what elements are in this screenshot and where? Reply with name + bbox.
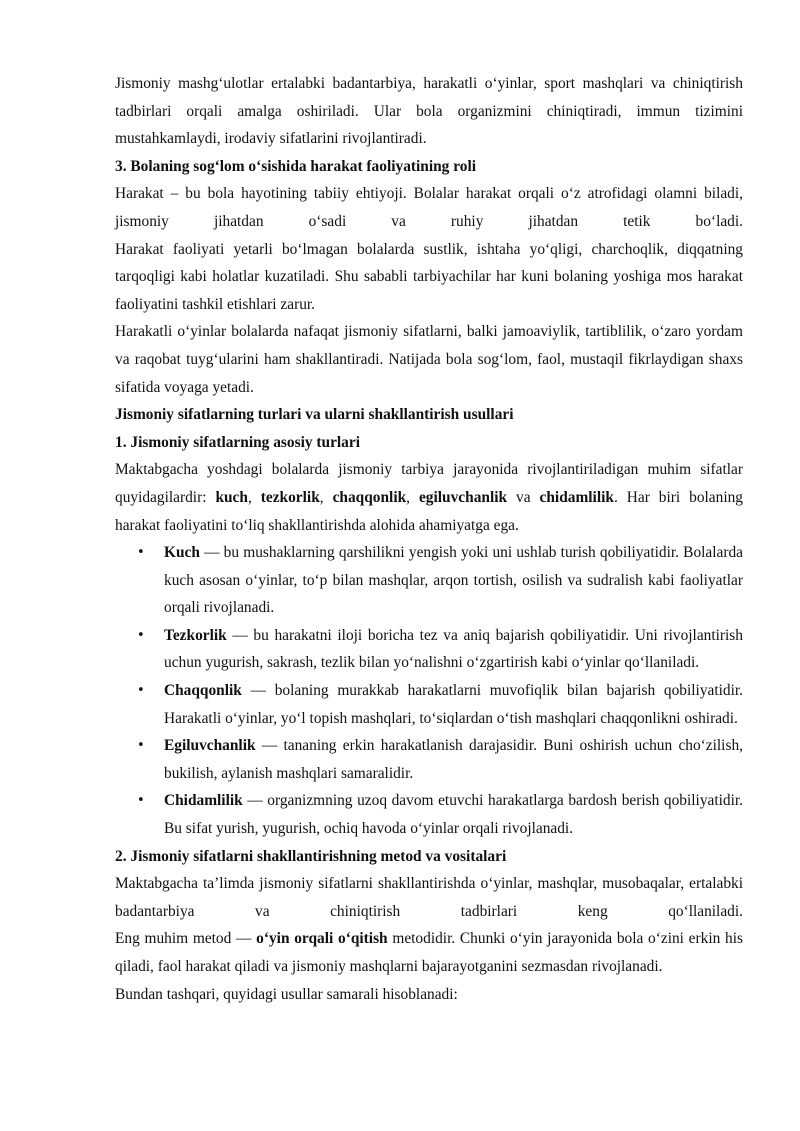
- subheading-1: 1. Jismoniy sifatlarning asosiy turlari: [115, 433, 360, 451]
- paragraph-additional-methods: Bundan tashqari, quyidagi usullar samarali hisoblanadi:: [115, 985, 458, 1003]
- subheading-2: 2. Jismoniy sifatlarni shakllantirishning metod va vositalari: [115, 847, 507, 865]
- list-term: Egiluvchanlik: [164, 737, 256, 755]
- document-page: [115, 70, 743, 1008]
- list-text: — tananing erkin harakatlanish darajasidir. Buni oshirish uchun cho‘zilish, bukilish, aylanish mashqlari samaralidir.: [164, 737, 743, 782]
- paragraph-movement-need: Harakat – bu bola hayotining tabiiy ehtiyoji. Bolalar harakat orqali o‘z atrofidagi olamni biladi, jismoniy jihatdan o‘sadi va ruhiy jihatdan tetik bo‘ladi.: [115, 185, 743, 230]
- list-text: — organizmning uzoq davom etuvchi harakatlarga bardosh berish qobiliyatidir. Bu sifat yurish, yugurish, ochiq havoda o‘yinlar orqali rivojlanadi.: [164, 792, 743, 838]
- paragraph-intro: Jismoniy mashg‘ulotlar ertalabki badantarbiya, harakatli o‘yinlar, sport mashqlari va chiniqtirish tadbirlari orqali amalga oshiriladi. Ular bola organizmini chiniqtiradi, immun tizimini mustahkamlaydi, irodaviy sifatlarini rivojlantiradi.: [115, 75, 743, 148]
- qualities-list: [115, 539, 743, 843]
- list-term: Tezkorlik: [164, 626, 227, 644]
- list-term: Chidamlilik: [164, 792, 243, 810]
- paragraph-active-games: Harakatli o‘yinlar bolalarda nafaqat jismoniy sifatlarni, balki jamoaviylik, tartiblilik, o‘zaro yordam va raqobat tuyg‘ularini ham shakllantiradi. Natijada bola sog‘lom, faol, mustaqil fikrlaydigan shaxs sifatida voyaga yetadi.: [115, 323, 743, 396]
- list-text: — bu mushaklarning qarshilikni yengish yoki uni ushlab turish qobiliyatidir. Bolalarda kuch asosan o‘yinlar, to‘p bilan mashqlar, arqon tortish, osilish va sudralish kabi faoliyatlar orqali rivojlanadi.: [164, 544, 743, 617]
- text-run: metodidir. Chunki o‘yin jarayonida bola o‘zini erkin his qiladi, faol harakat qiladi va jismoniy mashqlarni bajarayotganini sezmasdan rivojlanadi.: [115, 930, 743, 975]
- list-item-chidamlilik: [115, 787, 743, 842]
- text-run: va: [507, 488, 540, 506]
- section-heading-3: 3. Bolaning sog‘lom o‘sishida harakat faoliyatining roli: [115, 157, 477, 175]
- term-tezkorlik: tezkorlik: [260, 488, 320, 506]
- term-chaqqonlik: chaqqonlik: [332, 488, 407, 506]
- text-run: ,: [319, 488, 333, 506]
- paragraph-main-method: [115, 925, 743, 980]
- text-run: . Har biri bolaning harakat faoliyatini to‘liq shakllantirishda alohida ahamiyatga ega.: [115, 488, 743, 534]
- main-heading: Jismoniy sifatlarning turlari va ularni shakllantirish usullari: [115, 406, 514, 424]
- paragraph-qualities: [115, 456, 743, 539]
- list-text: — bu harakatni iloji boricha tez va aniq bajarish qobiliyatidir. Uni rivojlantirish uchun yugurish, sakrash, tezlik bilan yo‘nalishni o‘zgartirish kabi o‘yinlar qo‘llaniladi.: [164, 626, 743, 672]
- paragraph-methods: Maktabgacha ta’limda jismoniy sifatlarni shakllantirishda o‘yinlar, mashqlar, musobaqalar, ertalabki badantarbiya va chiniqtirish tadbirlari keng qo‘llaniladi.: [115, 875, 743, 920]
- term-egiluvchanlik: egiluvchanlik: [418, 488, 508, 506]
- list-item-kuch: [115, 539, 743, 622]
- term-play-learning: o‘yin orqali o‘qitish: [256, 930, 388, 948]
- list-text: — bolaning murakkab harakatlarni muvofiqlik bilan bajarish qobiliyatidir. Harakatli o‘yinlar, yo‘l topish mashqlari, to‘siqlardan o‘tish mashqlari chaqqonlikni oshiradi.: [164, 682, 743, 727]
- list-item-egiluvchanlik: [115, 732, 743, 787]
- term-chidamlilik: chidamlilik: [539, 488, 614, 506]
- text-run: ,: [406, 488, 419, 506]
- list-item-chaqqonlik: [115, 677, 743, 732]
- list-item-tezkorlik: [115, 622, 743, 677]
- list-term: Chaqqonlik: [164, 682, 242, 700]
- text-run: ,: [247, 488, 261, 506]
- paragraph-insufficient-activity: Harakat faoliyati yetarli bo‘lmagan bolalarda sustlik, ishtaha yo‘qligi, charchoqlik, diqqatning tarqoqligi kabi holatlar kuzatiladi. Shu sababli tarbiyachilar har kuni bolaning yoshiga mos harakat faoliyatini tashkil etishlari zarur.: [115, 240, 743, 313]
- text-run: Eng muhim metod —: [115, 930, 257, 948]
- term-kuch: kuch: [215, 488, 248, 506]
- text-run: Maktabgacha yoshdagi bolalarda jismoniy tarbiya jarayonida rivojlantiriladigan muhim sifatlar quyidagilardir:: [115, 461, 743, 506]
- list-term: Kuch: [164, 544, 200, 562]
